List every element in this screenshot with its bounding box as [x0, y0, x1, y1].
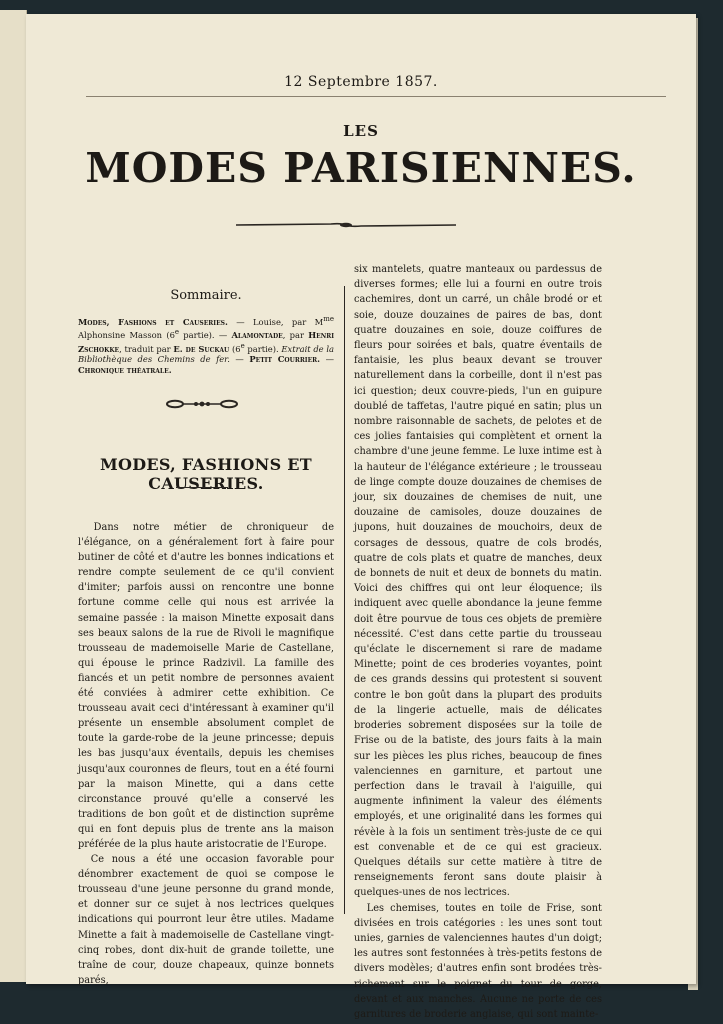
sommaire-heading: Sommaire. [170, 288, 242, 303]
sommaire-text: Alphonsine Masson (6 [78, 330, 175, 341]
masthead-title: MODES PARISIENNES. [85, 144, 637, 192]
paragraph: Dans notre métier de chroniqueur de l'élégance, on a généralement fort à faire pour butiner de côté et d'autre les bonnes indications et rendre compte seulement de ce qu'il convient d'imiter; parfois aussi on rencontre une bonne fortune comme celle qui nous est arrivée la semaine passée : la maison Minette exposait dans ses beaux salons de la rue de Rivoli le magnifique trousseau de mademoiselle Marie de Castellane, qui épouse le prince Radzivil. La famille des fiancés et un petit nombre de personnes avaient été conviées à admirer cette exhibition. Ce trousseau avait ceci d'intéressant à examiner qu'il présente un ensemble absolument complet de toute la garde-robe de la jeune princesse; depuis les bas jusqu'aux éventails, depuis les chemises jusqu'aux couronnes de fleurs, tout en a été fourni par la maison Minette, qui a dans cette circonstance prouvé qu'elle a conservé les traditions de bon goût et de distinction suprême qui en font depuis plus de trente ans la maison préférée de la plus haute aristocratie de l'Europe. [78, 522, 334, 850]
column-divider [344, 286, 345, 914]
sommaire-sup: e [174, 328, 180, 337]
sommaire-sup: me [323, 315, 334, 323]
newspaper-page [26, 14, 696, 1020]
sommaire-item: Modes, Fashions et Causeries. [78, 316, 228, 327]
paragraph: Ce nous a été une occasion favorable pour dénombrer exactement de quoi se compose le trousseau d'une jeune personne du grand monde, et donner sur ce sujet à nos lectrices quelques indications qui pourront leur être utiles. Madame Minette a fait à mademoiselle de Castellane vingt-cinq robes, dont dix-huit de grande toilette, une traîne de cour, douze chapeaux, quinze bonnets parés, [78, 854, 334, 986]
sommaire-text: — [320, 354, 334, 365]
section-rule [176, 487, 228, 488]
article-column-left [78, 520, 334, 988]
sommaire-item: Petit Courrier. [249, 354, 321, 365]
sommaire-text: — Louise, par M [227, 316, 324, 327]
sommaire-translator: E. de Suckau [173, 343, 230, 354]
header-rule [86, 96, 666, 97]
sommaire-contents [78, 314, 334, 375]
article-column-right [354, 262, 602, 1022]
sommaire-author: Henri Zschokke [78, 330, 334, 354]
sommaire-source: Extrait de la Bibliothèque des Chemins de fer. [78, 343, 335, 365]
sommaire-text: , traduit par [119, 343, 174, 354]
sommaire-item: Alamontade [231, 330, 283, 341]
sommaire-text: partie). — [179, 330, 232, 341]
left-facing-page-edge [0, 10, 27, 982]
sommaire-text: (6 [229, 343, 241, 354]
sommaire-text: partie). [244, 343, 282, 354]
paragraph: six mantelets, quatre manteaux ou pardessus de diverses formes; elle lui a fourni en outre trois cachemires, dont un carré, un châle brodé or et soie, douze douzaines de paires de bas, dont quatre douzaines en soie, douze coiffures de fleurs pour soirées et bals, quatre éventails de fantaisie, les plus beaux devant se trouver naturellement dans la corbeille, dont il n'est pas ici question; deux couvre-pieds, l'un en guipure doublé de taffetas, l'autre piqué en satin; plus un nombre raisonnable de sachets, de pelotes et de ces jolies fantaisies qui complètent et ornent la chambre d'une jeune femme. Le luxe intime est à la hauteur de l'élégance extérieure ; le trousseau de linge compte douze douzaines de chemises de jour, six douzaines de chemises de nuit, une douzaine de camisoles, douze douzaines de jupons, huit douzaines de mouchoirs, deux de corsages de dessous, quatre de cols brodés, quatre de cols plats et quatre de manches, deux de bonnets de nuit et deux de bonnets du matin. Voici des chiffres qui ont leur éloquence; ils indiquent avec quelle abondance la jeune femme doit être pourvue de tous ces objets de première nécessité. C'est dans cette partie du trousseau qu'éclate le discernement si rare de madame Minette; point de ces broderies voyantes, point de ces grands dessins qui protestent si souvent contre le bon goût dans la plupart des produits de la lingerie actuelle, mais de délicates broderies sobrement disposées sur la toile de Frise ou de la batiste, des jours faits à la main sur les pièces les plus riches, beaucoup de fines valenciennes en garniture, et partout une perfection dans le travail à l'aiguille, qui augmente infiniment la valeur des éléments employés, et une originalité dans les formes qui révèle à la fois un sentiment très-juste de ce qui est convenable et de ce qui est gracieux. Quelques détails sur cette matière à titre de renseignements feront sans doute plaisir à quelques-unes de nos lectrices. [354, 264, 602, 899]
issue-date: 12 Septembre 1857. [284, 74, 438, 90]
section-heading: MODES, FASHIONS ET CAUSERIES. [99, 455, 313, 493]
sommaire-sup: e [240, 341, 245, 350]
sommaire-text: , par [282, 330, 309, 341]
section-ornament [166, 399, 238, 409]
sommaire-text: — [229, 354, 250, 365]
masthead-article: LES [343, 122, 379, 140]
title-ornament-rule [236, 220, 456, 230]
paragraph: Les chemises, toutes en toile de Frise, sont divisées en trois catégories : les unes sont tout unies, garnies de valenciennes hautes d'un doigt; les autres sont festonnées à très-petits festons de divers modèles; d'autres enfin sont brodées très-richement sur le poignet du tour de gorge, devant et aux manches. Aucune ne porte de ces garnitures de broderie anglaise, qui sont mainte- [354, 902, 602, 1020]
sommaire-item: Chronique théatrale. [78, 364, 172, 375]
